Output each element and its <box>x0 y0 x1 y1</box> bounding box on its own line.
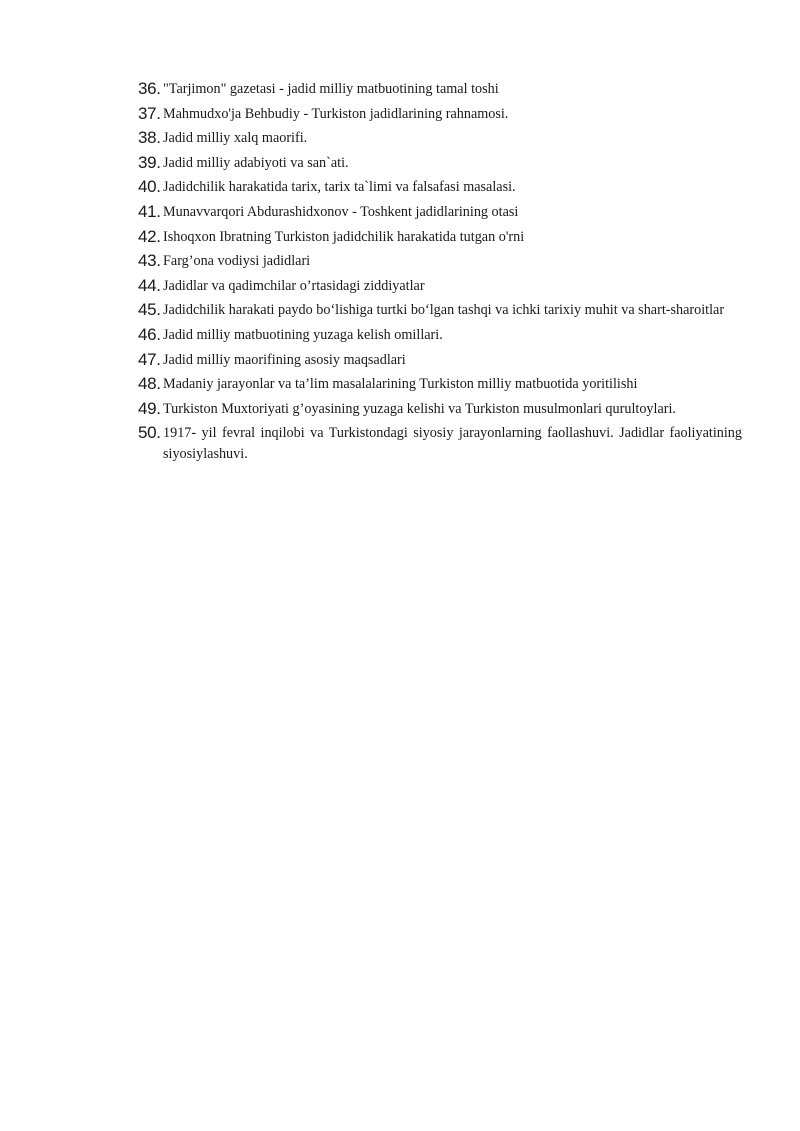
list-item <box>138 249 742 274</box>
item-number: 48. <box>138 374 161 394</box>
list-item <box>138 397 742 422</box>
item-text: Madaniy jarayonlar va ta’lim masalalarining Turkiston milliy matbuotida yoritilishi <box>163 376 638 393</box>
item-text: Jadidchilik harakatida tarix, tarix ta`limi va falsafasi masalasi. <box>163 179 516 196</box>
list-item <box>138 151 742 176</box>
item-text: Farg’ona vodiysi jadidlari <box>163 253 311 270</box>
item-number: 42. <box>138 226 161 246</box>
list-item <box>138 323 742 348</box>
item-number: 49. <box>138 398 161 418</box>
item-text: Jadidchilik harakati paydo bo‘lishiga turtki bo‘lgan tashqi va ichki tarixiy muhit va shart-sharoitlar <box>163 302 725 319</box>
item-number: 36. <box>138 79 161 98</box>
topic-list <box>138 77 742 467</box>
list-item <box>138 175 742 200</box>
list-item <box>138 225 742 250</box>
list-item <box>138 200 742 225</box>
item-number: 43. <box>138 251 161 271</box>
item-number: 50. <box>138 423 161 443</box>
list-item <box>138 372 742 397</box>
item-number: 40. <box>138 177 161 197</box>
item-text: Ishoqxon Ibratning Turkiston jadidchilik harakatida tutgan o'rni <box>163 228 525 245</box>
list-item <box>138 274 742 299</box>
item-number: 47. <box>138 349 161 369</box>
item-text: Jadid milliy matbuotining yuzaga kelish omillari. <box>163 326 443 343</box>
item-text: Mahmudxo'ja Behbudiy - Turkiston jadidlarining rahnamosi. <box>163 105 509 122</box>
item-number: 38. <box>138 128 161 148</box>
item-text: Munavvarqori Abdurashidxonov - Toshkent jadidlarining otasi <box>163 203 519 220</box>
item-number: 44. <box>138 275 161 295</box>
list-item <box>138 298 742 323</box>
item-text: Jadid milliy xalq maorifi. <box>163 130 308 147</box>
item-text: 1917- yil fevral inqilobi va Turkistondagi siyosiy jarayonlarning faollashuvi. Jadidlar faoliyatining siyosiylashuvi. <box>163 425 742 463</box>
list-item <box>138 77 742 102</box>
item-number: 46. <box>138 324 161 344</box>
list-item <box>138 126 742 151</box>
item-number: 37. <box>138 103 161 123</box>
item-text: Jadid milliy maorifining asosiy maqsadlari <box>163 351 406 368</box>
item-number: 39. <box>138 152 161 172</box>
item-number: 45. <box>138 300 161 320</box>
item-text: Turkiston Muxtoriyati g’oyasining yuzaga kelishi va Turkiston musulmonlari qurultoylari. <box>163 400 676 417</box>
item-text: Jadidlar va qadimchilar o’rtasidagi ziddiyatlar <box>163 277 425 294</box>
item-number: 41. <box>138 201 161 221</box>
item-text: "Tarjimon" gazetasi - jadid milliy matbuotining tamal toshi <box>163 81 499 97</box>
list-item <box>138 348 742 373</box>
list-item <box>138 102 742 127</box>
list-item <box>138 421 742 467</box>
item-text: Jadid milliy adabiyoti va san`ati. <box>163 154 349 171</box>
